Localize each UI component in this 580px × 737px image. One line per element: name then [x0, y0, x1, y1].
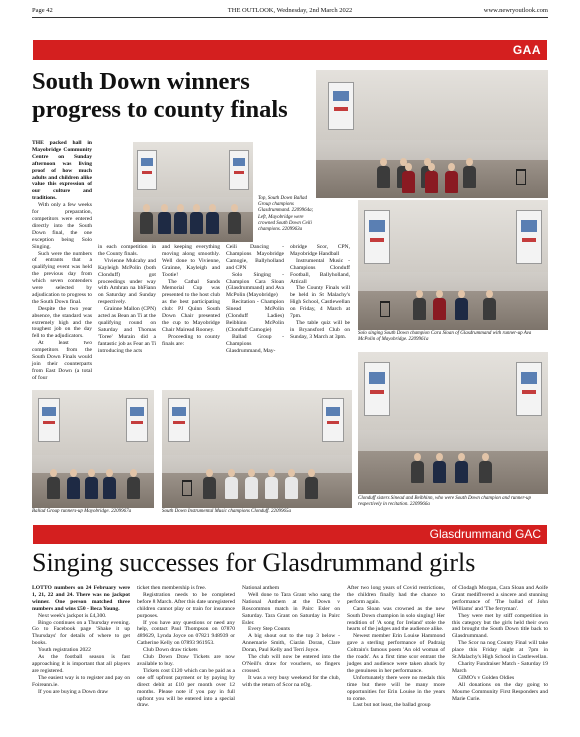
- article2-col4: [347, 585, 445, 709]
- article1-para: obridge Scor, CPN, Mayobridge Handball: [290, 244, 350, 257]
- section-tag: GAA: [512, 43, 541, 57]
- article2-para: After two long years of Covid restrictions, the children finally had the chance to perform again.: [347, 585, 445, 605]
- article2-headline: Singing successes for Glasdrummand girls: [32, 548, 476, 577]
- ballad-group-photo: [316, 70, 548, 198]
- article2-para: Cara Sloan was crowned as the new South Down champion in solo singing! Her rendition of 'A song for Ireland' stole the hearts of the judges and the audience alike.: [347, 605, 445, 633]
- article2-para: Club Down Draw Tickets are now available to buy.: [137, 654, 235, 667]
- mayobridge-ceili-photo: [133, 142, 253, 242]
- article2-para: The easiest way is to register and pay on Foireann.ie.: [32, 674, 130, 688]
- article1-para: Ballad Group - Champions Glasdrummand, May-: [226, 333, 284, 354]
- article1-para: and keeping everything moving along smoothly. Well done to Vivienne, Grainne, Kayleigh and Tootie!: [162, 244, 220, 278]
- caption-solo-singing: Solo singing South Down champion Cara Sloan of Glasdrummand with runner-up Ava McPolin of Mayobridge. 2209961a: [358, 331, 532, 343]
- article1-col2: [98, 244, 156, 355]
- article2-para: If you have any questions or need any help, contact Paul Thompson on 07870 489629, Lynda Joyce on 07821 948939 or Catherine Kelly on 07893 961953.: [137, 619, 235, 647]
- article2-para: GIMO's v Golden Oldies: [458, 674, 515, 681]
- article1-col3: [162, 244, 220, 348]
- article1-para: in each competition in the County finals.: [98, 244, 156, 257]
- article1-para: The Cathal Sands Memorial Cup was presented to the host club as the best participating club: PJ Quinn South Down Chair presented the cup to Mayobridge Chair Mairead Rooney.: [162, 278, 220, 333]
- article1-para: Recitation - Champion Sinead McPolin (Clonduff Ladies) Beibhinn McPolin (Clonduff Camogie): [226, 299, 284, 333]
- article2-para: A big shout out to the top 3 below - Annemarie Smith, Ciarán Doran, Clare Doran, Paul Kelly and Terri Joyce.: [242, 633, 340, 654]
- article2-para: of Clodagh Morgan, Cara Sloan and Aoife Grant mediflvered a sincere and stunning performance of 'The ballad of John Williams' and 'The ferryman'.: [452, 585, 548, 612]
- article2-para: The Scor na nog County Final will take place this Friday night at 7pm in St.Malachy's High School in Castlewellan.: [452, 640, 548, 661]
- site-url: www.newryoutlook.com: [483, 7, 548, 14]
- article2-para: National anthem: [242, 585, 280, 591]
- article2-col5: [452, 585, 548, 702]
- caption-ballad-runners-up: Ballad Group runners-up Mayobridge. 2209967a: [32, 509, 132, 514]
- gac-tag: Glasdrummand GAC: [429, 527, 541, 541]
- article2-para: Bingo continues on a Thursday evening. Go to Facebook page 'Shake it up Thursdays' for details of where to get books.: [32, 619, 130, 647]
- article1-col4: [226, 244, 284, 355]
- clonduff-sisters-photo: [358, 352, 548, 494]
- article2-para: Every Step Counts: [248, 626, 290, 633]
- article1-lead: THE packed hall in Mayobridge Community Centre on Sunday afternoon was living proof of how much adults and children alike value this expression of our culture and traditions.: [32, 140, 92, 202]
- article2-para: Club Down draw tickets: [143, 647, 198, 654]
- solo-singing-photo: [358, 200, 548, 330]
- article2-para: All donations on the day going to Mourne Community First Responders and Marie Curie.: [452, 681, 548, 702]
- article1-para: Solo Singing - Champion Cara Sloan (Glasdrummand) and Ava McPolin (Mayobridge): [226, 271, 284, 299]
- article1-para: Proceeding to county finals are:: [162, 333, 220, 347]
- article1-headline: South Down winners progress to county finals: [32, 68, 288, 123]
- article2-para: The club will now be entered into the O'Neill's draw for vouchers, so fingers crossed.: [242, 654, 340, 674]
- article1-para: Such were the numbers of entrants that a qualifying event was held the previous day from which seven contenders were selected by adjudication to progress to the South Down final.: [32, 250, 92, 305]
- article2-col1: [32, 585, 130, 696]
- article1-para: Vivienne Mulcahy and Kayleigh McPolin (both Clonduff) got proceedings under way with Amhran na bhFiann on Saturday and Sunday respectively.: [98, 257, 156, 306]
- article2-para: Unfortunately there were no medals this time but there will be many more opportunities for Erin Louise in the years to come.: [347, 674, 445, 702]
- article1-para: With only a few weeks for preparation, competitors were entered directly into the South Down final, the one exception being Solo Singing.: [32, 202, 92, 250]
- masthead-date: THE OUTLOOK, Wednesday, 2nd March 2022: [227, 7, 353, 14]
- article2-col3: [242, 585, 340, 689]
- article1-para: At least two competitors from the South Down Finals would join their counterparts from East Down (a total of four: [32, 340, 92, 381]
- instrumental-photo: [162, 390, 352, 508]
- article2-para: Tickets cost £120 which can be paid as a one off upfront payment or by paying by direct debit at £10 per month over 12 months. Please note if you pay in full upfront you will be entered into a special draw.: [137, 667, 235, 709]
- article2-para: Charity Fundraiser Match - Saturday 19 March: [452, 660, 548, 674]
- article2-para: Last but not least, the ballad group: [353, 702, 431, 709]
- article1-para: Instrumental Music - Champions Clonduff Football, Ballyholland, Atticall: [290, 257, 350, 285]
- caption-clonduff-sisters: Clonduff sisters Sinead and Beibhinn, who were South Down champion and runner-up respectively in recitation. 2209966a: [358, 496, 532, 508]
- article1-para: Ceili Dancing - Champions Mayobridge Camogie, Ballyholland and CPN: [226, 244, 284, 271]
- gaa-section-banner: [33, 40, 547, 60]
- article2-para: They were met by stiff competition in this category but the girls held their own and brought the South Down title back to Glasdrummand.: [452, 612, 548, 640]
- caption-instrumental: South Down Instrumental Music champions Clonduff. 2209965a: [162, 509, 292, 514]
- article2-para: It was a very busy weekend for the club, with the return of Scor na nOg.: [242, 674, 340, 688]
- ballad-runners-up-photo: [32, 390, 154, 508]
- article2-para: Next week's jackpot is £4,300.: [38, 612, 107, 619]
- page-header: [32, 4, 548, 18]
- article2-para: Well done to Tara Grant who sang the National Anthem at the Down v Roscommon match in Pairc Esler on Saturday. Tara Grant on Saturday in Pairc Esler.: [242, 591, 340, 626]
- article1-para: The table quiz will be in Bryansford Club on Sunday, 3 March at 3pm.: [290, 319, 350, 340]
- article2-para: Newest member Erin Louise Hammond gave a sterling performance of Padraig Coltrain's famous poem 'An old woman of the roads'. As a first time scor entrant the judges and audience were taken aback by the genuiness in her performance.: [347, 633, 445, 674]
- article1-para: The County Finals will be held in St Malachy's High School, Castlewellan on Friday, 4 March at 7pm.: [290, 285, 350, 320]
- page-number: Page 42: [32, 7, 53, 14]
- article2-para: ticket then membership is free.: [137, 585, 207, 591]
- article1-col5: [290, 244, 350, 341]
- article2-para: As the football season is fast approaching it is important that all players are registered.: [32, 654, 130, 674]
- article2-para: If you are buying a Down draw: [38, 688, 109, 695]
- article1-col1: [32, 140, 92, 382]
- article2-para: Youth registration 2022: [38, 647, 91, 654]
- article2-para: Registration needs to be completed before 8 March. After this date unregistered children cannot play or train for insurance purposes.: [137, 591, 236, 619]
- glasdrummand-gac-banner: [33, 525, 547, 544]
- article2-col2: [137, 585, 235, 709]
- caption-ballad-ceili: Top, South Down Ballad Group champions Glasdrummand. 2209964a; Left, Mayobridge were crowned South Down Ceili champions. 2209963a: [258, 196, 314, 233]
- article1-para: Despite the two year absence, the standard was extremely high and the toughest job on the day fell to the adjudicators.: [32, 305, 92, 340]
- article1-para: Grainne Mallon (CPN) acted as Bean an Ti at the qualifying round on Saturday and Thomas 'Toree' Murain did a fantastic job as Fear an Ti introducing the acts: [98, 306, 156, 354]
- article2-lead: LOTTO numbers on 24 February were 1, 21, 22 and 24. There was no jackpot winner. One person matched three numbers and wins £50 - Beca Young.: [32, 585, 130, 612]
